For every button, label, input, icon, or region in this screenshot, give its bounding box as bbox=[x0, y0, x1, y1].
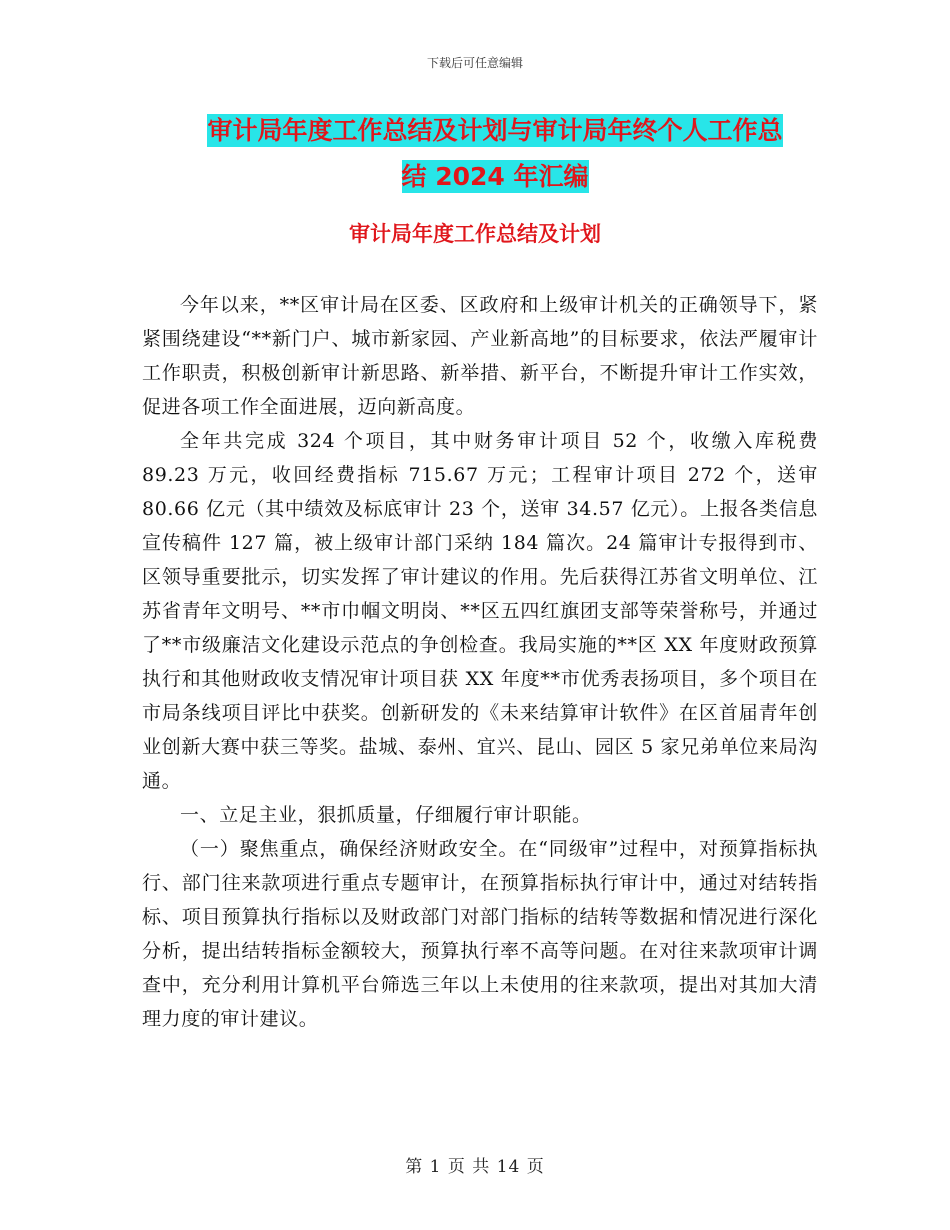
document-title bbox=[140, 108, 850, 200]
paragraph-intro: 今年以来，**区审计局在区委、区政府和上级审计机关的正确领导下，紧紧围绕建设“**新门户、城市新家园、产业新高地”的目标要求，依法严履审计工作职责，积极创新审计新思路、新举措、新平台，不断提升审计工作实效，促进各项工作全面进展，迈向新高度。 bbox=[142, 294, 818, 418]
header-note: 下载后可任意编辑 bbox=[426, 56, 523, 70]
body-text bbox=[142, 288, 818, 1036]
paragraph-annual-results: 全年共完成 324 个项目，其中财务审计项目 52 个，收缴入库税费 89.23 万元，收回经费指标 715.67 万元；工程审计项目 272 个，送审 80.66 亿元（其中绩效及标底审计 23 个，送审 34.57 亿元）。上报各类信息宣传稿件 127 篇，被上级审计部门采纳 184 篇次。24 篇审计专报得到市、区领导重要批示，切实发挥了审计建议的作用。先后获得江苏省文明单位、江苏省青年文明号、**市巾帼文明岗、**区五四红旗团支部等荣誉称号，并通过了**市级廉洁文化建设示范点的争创检查。我局实施的**区 XX 年度财政预算执行和其他财政收支情况审计项目获 XX 年度**市优秀表扬项目，多个项目在市局条线项目评比中获奖。创新研发的《未来结算审计软件》在区首届青年创业创新大赛中获三等奖。盐城、泰州、宜兴、昆山、园区 5 家兄弟单位来局沟通。 bbox=[142, 430, 818, 792]
paragraph-heading-one: 一、立足主业，狠抓质量，仔细履行审计职能。 bbox=[180, 804, 592, 826]
document-title-line-2: 结 2024 年汇编 bbox=[401, 162, 589, 191]
document-title-line-1: 审计局年度工作总结及计划与审计局年终个人工作总 bbox=[207, 116, 783, 145]
section-title: 审计局年度工作总结及计划 bbox=[349, 222, 601, 246]
paragraph-focus-key-points: （一）聚焦重点，确保经济财政安全。在“同级审”过程中，对预算指标执行、部门往来款项进行重点专题审计，在预算指标执行审计中，通过对结转指标、项目预算执行指标以及财政部门对部门指标的结转等数据和情况进行深化分析，提出结转指标金额较大，预算执行率不高等问题。在对往来款项审计调查中，充分利用计算机平台筛选三年以上未使用的往来款项，提出对其加大清理力度的审计建议。 bbox=[142, 838, 818, 1030]
page-footer: 第 1 页 共 14 页 bbox=[405, 1157, 545, 1177]
